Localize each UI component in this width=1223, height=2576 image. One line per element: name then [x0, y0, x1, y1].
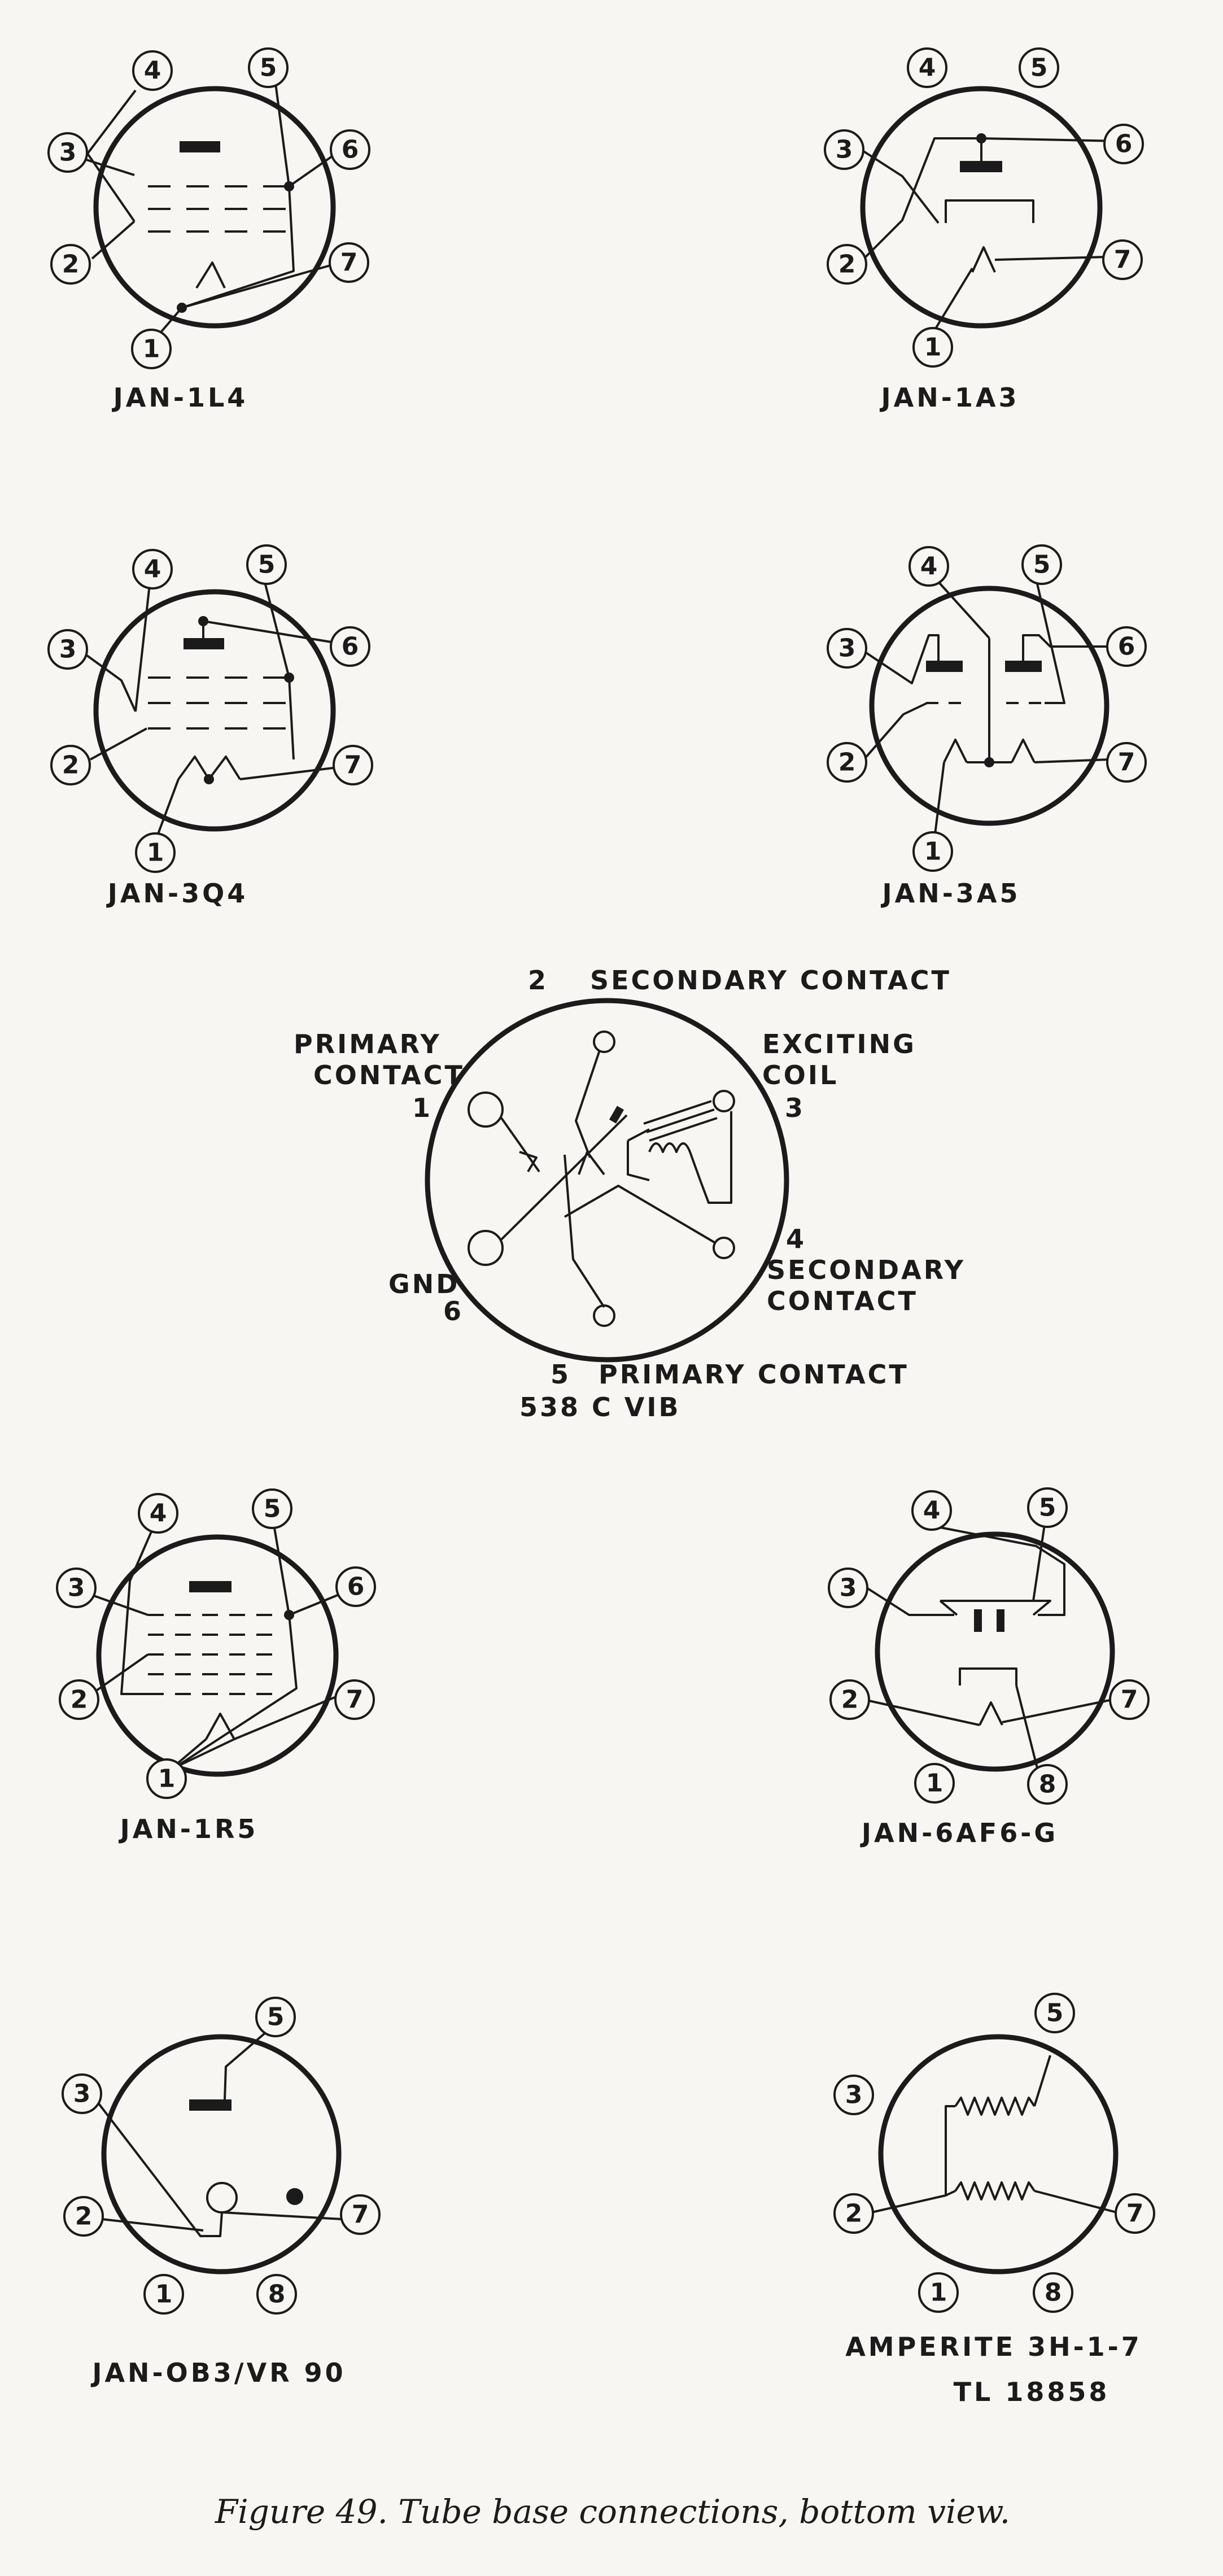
wire — [85, 159, 134, 175]
tube-diagram-jan-3q4 — [49, 545, 372, 909]
tube-diagram-jan-1r5 — [57, 1490, 375, 1844]
plate-electrode — [926, 661, 963, 672]
plate-electrode — [180, 141, 220, 152]
wire — [88, 1593, 148, 1615]
tube-diagram-jan-1l4 — [49, 49, 369, 413]
pin-label: 3 — [59, 138, 77, 167]
tube-label: JAN-1L4 — [113, 382, 248, 413]
pin-label: 4 — [923, 1496, 941, 1525]
vibrator-pin-5 — [594, 1306, 614, 1326]
vibrator-pin-label: 1 — [412, 1093, 433, 1123]
filament — [196, 263, 225, 288]
pin-label: 5 — [1038, 1493, 1056, 1522]
vibrator-label-coil: COIL — [762, 1060, 839, 1090]
pin-label: 5 — [257, 550, 276, 579]
pin-label: 1 — [155, 2280, 173, 2309]
pin-label: 7 — [340, 248, 358, 277]
tube-label: JAN-1R5 — [120, 1814, 259, 1844]
pin-label: 2 — [62, 250, 80, 279]
wire — [1036, 579, 1064, 703]
junction-dot — [284, 673, 294, 683]
cathode-electrode — [960, 1669, 1016, 1686]
filament — [972, 247, 995, 272]
plate-electrode — [184, 638, 224, 649]
tube-label: AMPERITE 3H-1-7 — [845, 2332, 1142, 2362]
vibrator-label-secondary-contact: SECONDARY CONTACT — [590, 965, 951, 996]
wire — [240, 768, 333, 779]
pin-label: 2 — [841, 1685, 859, 1714]
pin-label: 6 — [1115, 129, 1133, 159]
vibrator-label-contact: CONTACT — [767, 1286, 918, 1316]
coil-frame — [628, 1129, 649, 1180]
junction-dot — [204, 774, 214, 784]
pin-label: 5 — [259, 53, 277, 82]
tube-label: JAN-3A5 — [882, 878, 1021, 909]
tube-envelope — [104, 2037, 339, 2272]
wire — [175, 1697, 336, 1767]
pin-label: 4 — [920, 552, 938, 581]
pin-label: 6 — [341, 632, 359, 661]
wire — [565, 1186, 714, 1242]
pin-label: 7 — [344, 750, 362, 780]
wire — [864, 1700, 980, 1725]
pin-label: 6 — [1117, 632, 1135, 661]
pin-label: 8 — [1044, 2278, 1062, 2307]
pin-label: 5 — [1046, 1998, 1064, 2028]
pin-label: 5 — [1030, 53, 1048, 82]
vibrator-label-exciting: EXCITING — [762, 1029, 916, 1059]
vibrator-pin-1 — [469, 1093, 503, 1127]
cathode-electrode — [946, 200, 1033, 223]
wire — [85, 654, 136, 711]
filament — [206, 1714, 234, 1739]
tube-label: JAN-OB3/VR 90 — [92, 2357, 346, 2388]
ray-control-electrode — [974, 1609, 982, 1632]
vibrator-pin-label: 3 — [785, 1093, 806, 1123]
contact-arrow — [579, 1152, 604, 1175]
pin-label: 1 — [146, 838, 164, 867]
plate-electrode — [1005, 661, 1042, 672]
grid-electrodes — [148, 678, 286, 728]
vibrator-label-secondary: SECONDARY — [767, 1255, 966, 1285]
wire — [289, 1592, 344, 1615]
wire — [136, 584, 150, 711]
wire — [946, 2106, 955, 2195]
plate-electrode — [960, 161, 1002, 172]
wire — [576, 1050, 600, 1158]
coil-core — [644, 1101, 717, 1141]
tube-diagram-jan-1a3 — [825, 49, 1143, 413]
pin-label: 3 — [73, 2079, 91, 2108]
pin-label: 4 — [143, 56, 161, 85]
tube-envelope — [863, 89, 1100, 326]
pin-label: 1 — [925, 1769, 944, 1798]
target-electrode — [940, 1601, 1050, 1615]
pin-label: 4 — [918, 53, 936, 82]
pin-label: 5 — [1033, 550, 1051, 579]
pin-label: 7 — [346, 1685, 364, 1714]
anode-electrode — [189, 2099, 232, 2111]
pin-label: 3 — [838, 634, 856, 663]
tube-diagram-jan-3a5 — [828, 545, 1146, 909]
exciting-coil — [649, 1143, 690, 1152]
pin-label: 2 — [62, 750, 80, 780]
vibrator-pin-label: 4 — [786, 1224, 807, 1254]
pin-label: 2 — [838, 250, 856, 279]
ballast-resistor-upper — [955, 2098, 1034, 2115]
tube-label: JAN-1A3 — [881, 382, 1020, 413]
pin-label: 1 — [924, 837, 942, 866]
vibrator-diagram-538c — [294, 965, 966, 1422]
wire — [1034, 759, 1110, 762]
wire — [1016, 1686, 1038, 1770]
tube-diagram-jan-6af6-g — [829, 1488, 1148, 1848]
pin-label: 3 — [67, 1573, 85, 1603]
filament — [980, 1702, 1002, 1725]
vibrator-pin-3 — [714, 1091, 734, 1111]
tube-envelope — [96, 592, 333, 829]
junction-dot — [284, 181, 294, 191]
pin-label: 3 — [835, 135, 853, 164]
junction-dot — [984, 757, 994, 767]
pin-label: 1 — [929, 2278, 947, 2307]
pin-label: 3 — [839, 1573, 857, 1603]
tube-envelope — [877, 1534, 1112, 1769]
wire — [1034, 2055, 1050, 2106]
pin-label: 2 — [838, 748, 856, 777]
grid-electrodes — [148, 186, 286, 232]
vibrator-pin-label: 2 — [528, 965, 549, 996]
pin-label: 1 — [142, 334, 160, 364]
vibrator-label-contact: CONTACT — [313, 1060, 465, 1090]
pin-label: 4 — [149, 1499, 167, 1528]
pin-label: 2 — [845, 2199, 863, 2228]
junction-dot — [177, 303, 187, 313]
pin-label: 2 — [75, 2202, 93, 2231]
pin-label: 3 — [845, 2080, 863, 2110]
pin-label: 2 — [70, 1685, 88, 1714]
pin-label: 4 — [143, 555, 161, 584]
plate-electrode — [189, 1581, 232, 1592]
vibrator-pin-2 — [594, 1032, 614, 1052]
pin-label: 6 — [347, 1572, 365, 1601]
pin-label: 7 — [1113, 245, 1132, 274]
figure-caption: Figure 49. Tube base connections, bottom view. — [215, 2492, 1011, 2531]
pin-label: 5 — [267, 2002, 285, 2032]
grid-electrodes — [148, 1615, 272, 1694]
wire — [1033, 1525, 1045, 1601]
vibrator-pin-4 — [714, 1238, 734, 1258]
vibrator-pin-label: 6 — [443, 1296, 464, 1326]
tube-envelope — [881, 2037, 1116, 2272]
wire — [175, 1525, 296, 1767]
pin-label: 5 — [263, 1494, 281, 1523]
vibrator-label-primary-contact: PRIMARY CONTACT — [599, 1359, 909, 1390]
pin-label: 8 — [1038, 1770, 1056, 1799]
ray-control-electrode — [997, 1609, 1004, 1632]
pin-label: 8 — [268, 2280, 286, 2309]
wire — [934, 762, 944, 839]
pin-label: 7 — [1120, 1685, 1138, 1714]
ballast-resistor-lower — [955, 2182, 1034, 2199]
starter-electrode — [286, 2188, 303, 2205]
vibrator-pin-label: 5 — [551, 1359, 571, 1390]
wire — [1023, 635, 1112, 661]
pin-label: 3 — [59, 635, 77, 664]
tube-label: JAN-6AF6-G — [861, 1818, 1059, 1848]
tube-diagram-jan-ob3-vr90 — [63, 1998, 379, 2388]
wire — [565, 1155, 604, 1307]
wire — [867, 2195, 946, 2213]
pin-label: 1 — [158, 1764, 176, 1793]
contact-arrow — [519, 1152, 536, 1172]
reed — [501, 1115, 627, 1239]
pin-label: 7 — [351, 2200, 369, 2229]
cathode-electrode — [207, 2183, 237, 2212]
pin-label: 7 — [1126, 2199, 1144, 2228]
vibrator-label-primary: PRIMARY — [294, 1029, 442, 1059]
tube-label: JAN-3Q4 — [107, 878, 248, 909]
vibrator-label-gnd: GND — [388, 1269, 460, 1299]
tube-envelope — [96, 89, 333, 326]
vibrator-label: 538 C VIB — [519, 1392, 681, 1422]
pin-label: 7 — [1117, 748, 1135, 777]
tube-diagram-amperite-3h-1-7 — [835, 1994, 1154, 2362]
wire — [981, 138, 1121, 161]
wire — [861, 635, 938, 683]
pin-label: 1 — [924, 333, 942, 362]
vibrator-pin-6 — [469, 1231, 503, 1265]
wire — [864, 138, 981, 259]
pin-label: 6 — [341, 135, 359, 164]
wire — [155, 779, 178, 841]
reference-code: TL 18858 — [953, 2377, 1110, 2407]
